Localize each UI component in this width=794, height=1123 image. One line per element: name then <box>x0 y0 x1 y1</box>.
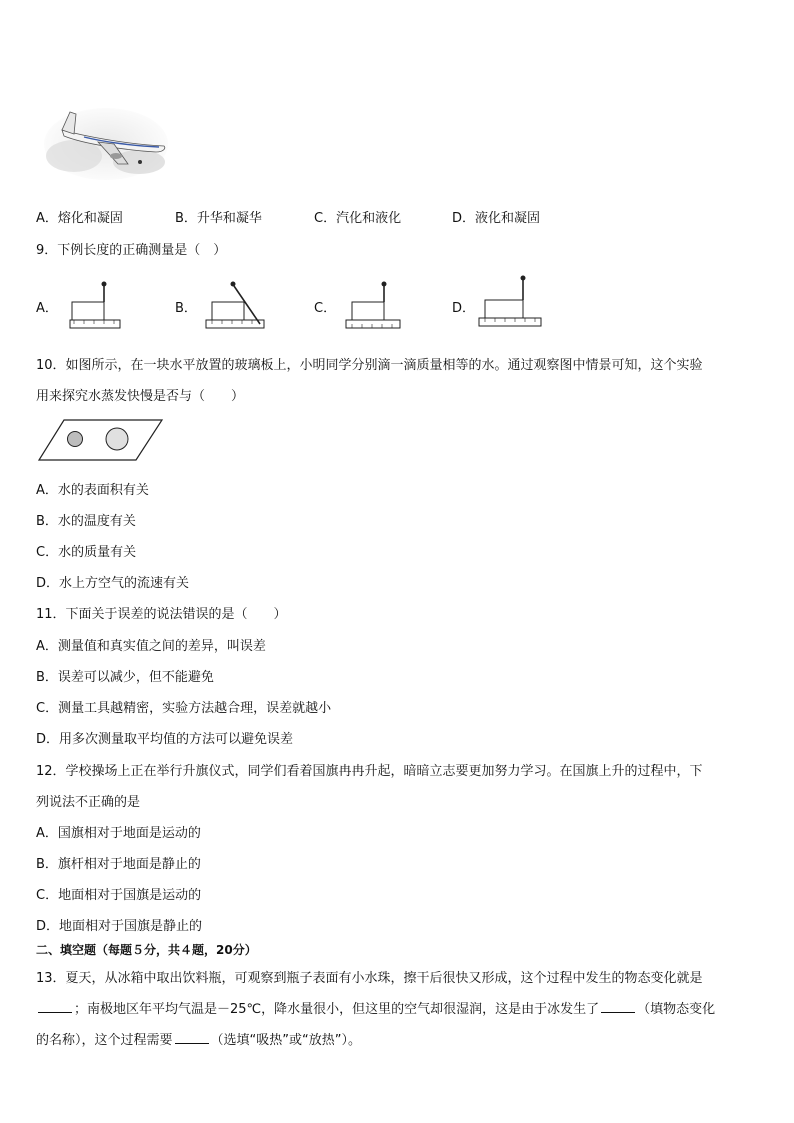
q10-option-b[interactable]: B．水的温度有关 <box>36 514 136 529</box>
q9-label-b[interactable]: B． <box>175 301 197 316</box>
q12-option-c[interactable]: C．地面相对于国旗是运动的 <box>36 888 202 903</box>
q8-option-b[interactable]: B．升华和凝华 <box>175 211 262 226</box>
q8-option-c[interactable]: C．汽化和液化 <box>314 211 402 226</box>
q9-label-d[interactable]: D． <box>452 301 476 316</box>
q13-line1: 13．夏天，从冰箱中取出饮料瓶，可观察到瓶子表面有小水珠，擦干后很快又形成，这个过程中发生的物态变化就是 <box>36 971 703 986</box>
q13-line2-text-a: ；南极地区年平均气温是－25℃，降水量很小，但这里的空气却很湿润，这是由于冰发生了 <box>74 1002 600 1017</box>
q11-option-b[interactable]: B．误差可以减少，但不能避免 <box>36 670 214 685</box>
q10-option-c[interactable]: C．水的质量有关 <box>36 545 137 560</box>
q12-option-a[interactable]: A．国旗相对于地面是运动的 <box>36 826 201 841</box>
q13-blank-3[interactable] <box>175 1031 209 1044</box>
q10-stem-line2: 用来探究水蒸发快慢是否与（ ） <box>36 389 245 404</box>
q9-diagram-b <box>204 276 270 332</box>
q12-option-d[interactable]: D．地面相对于国旗是静止的 <box>36 919 203 934</box>
q13-blank-1[interactable] <box>38 1000 72 1013</box>
q12-option-b[interactable]: B．旗杆相对于地面是静止的 <box>36 857 201 872</box>
q13-line3-text-a: 的名称），这个过程需要 <box>36 1033 173 1048</box>
q12-stem-line1: 12．学校操场上正在举行升旗仪式，同学们看着国旗冉冉升起，暗暗立志要更加努力学习。在国旗上升的过程中，下 <box>36 764 703 779</box>
q8-option-a[interactable]: A．熔化和凝固 <box>36 211 123 226</box>
q9-stem: 9．下例长度的正确测量是（ ） <box>36 243 227 258</box>
q9-diagram-d <box>477 270 545 332</box>
q11-option-a[interactable]: A．测量值和真实值之间的差异，叫误差 <box>36 639 266 654</box>
q12-stem-line2: 列说法不正确的是 <box>36 795 141 810</box>
q13-line3 <box>36 1029 361 1048</box>
airplane-image <box>44 96 170 182</box>
q13-blank-2[interactable] <box>601 1000 635 1013</box>
q9-label-c[interactable]: C． <box>314 301 337 316</box>
q9-diagram-c <box>344 276 402 332</box>
q13-line2-text-b: （填物态变化 <box>637 1002 716 1017</box>
q10-stem-line1: 10．如图所示，在一块水平放置的玻璃板上，小明同学分别滴一滴质量相等的水。通过观察图中情景可知，这个实验 <box>36 358 703 373</box>
section-heading-fill-in: 二、填空题（每题５分，共４题，20分） <box>36 943 257 957</box>
q11-stem: 11．下面关于误差的说法错误的是（ ） <box>36 607 287 622</box>
q9-label-a[interactable]: A． <box>36 301 58 316</box>
q10-option-d[interactable]: D．水上方空气的流速有关 <box>36 576 190 591</box>
q11-option-c[interactable]: C．测量工具越精密，实验方法越合理，误差就越小 <box>36 701 332 716</box>
q8-option-d[interactable]: D．液化和凝固 <box>452 211 541 226</box>
q13-line2 <box>36 998 715 1017</box>
q10-glass-plate-diagram <box>38 418 164 462</box>
q11-option-d[interactable]: D．用多次测量取平均值的方法可以避免误差 <box>36 732 294 747</box>
q10-option-a[interactable]: A．水的表面积有关 <box>36 483 149 498</box>
q13-line3-text-b: （选填“吸热”或“放热”）。 <box>210 1033 361 1048</box>
q9-diagram-a <box>66 276 124 332</box>
